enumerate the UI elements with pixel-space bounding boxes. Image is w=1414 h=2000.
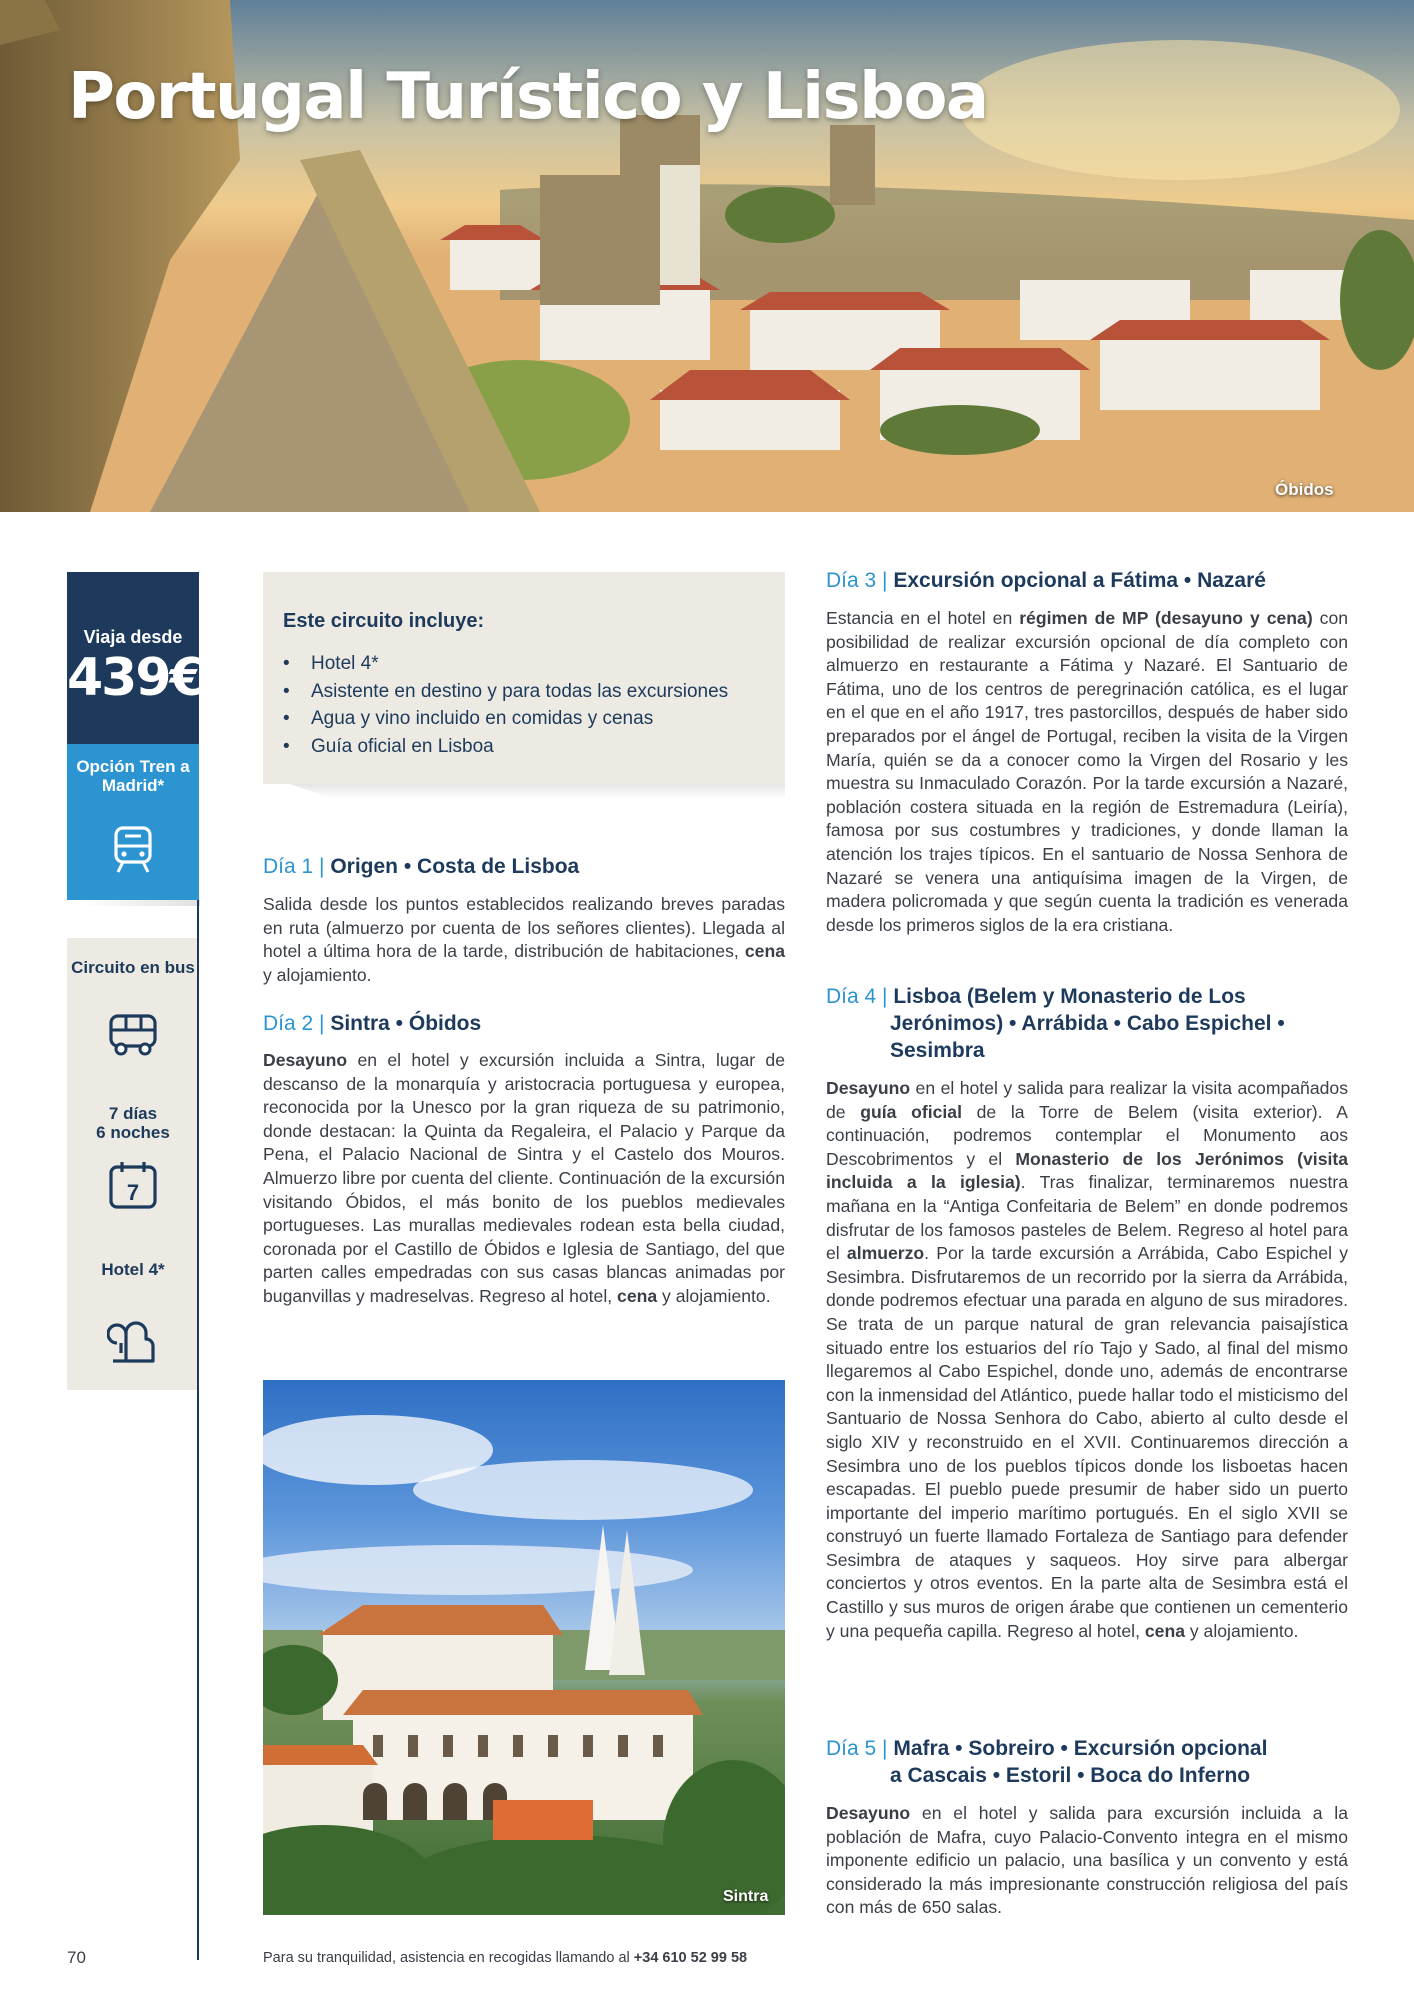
list-item: • Guía oficial en Lisboa	[283, 735, 494, 757]
circuit-label: Circuito en bus	[71, 958, 195, 977]
phone-number[interactable]: +34 610 52 99 58	[633, 1950, 748, 1966]
photo-caption-sintra: Sintra	[723, 1888, 769, 1905]
day-1-text: Salida desde los puntos establecidos realizando breves paradas en ruta (almuerzo por cuenta de los señores clientes). Llegada al hotel a última hora de la tarde, distribución de habitaciones, cena y alojamiento.	[263, 894, 785, 985]
list-item: • Agua y vino incluido en comidas y cenas	[283, 708, 654, 730]
calendar-day-number: 7	[126, 1180, 140, 1205]
price-panel	[67, 572, 204, 744]
day-3-text: Estancia en el hotel en régimen de MP (desayuno y cena) con posibilidad de realizar excursión opcional de día completo con almuerzo en restaurante a Fátima y Nazaré. El Santuario de Fátima, uno de los centros de peregrinación católica, es el lugar en el que en el año 1917, tres pastorcillos, después de haber sido preparados por el ángel de Portugal, reciben la visita de la Virgen María, quién se da a conocer como la Virgen del Rosario y les muestra su Inmaculado Corazón. Por la tarde excursión a Nazaré, población costera situada en la región de Estremadura (Leiría), famosa por sus costumbres y tradiciones, y donde llaman la atención los trajes típicos. En el santuario de Nossa Senhora de Nazaré se venera una antiquísima imagen de la Virgen, de madera policromada y que según cuenta la tradición es venerada desde los primeros siglos de la era cristiana.	[826, 608, 1349, 935]
trip-info-panel	[67, 938, 199, 1390]
list-item: • Hotel 4*	[283, 653, 379, 674]
price-value: 439€	[67, 648, 204, 708]
day-2-heading: Día 2 | Sintra • Óbidos	[263, 1012, 482, 1035]
photo-caption-obidos: Óbidos	[1275, 480, 1334, 499]
day-5-text: Desayuno en el hotel y salida para excursión incluida a la población de Mafra, cuyo Palacio-Convento integra en el mismo imponente edificio un palacio, una basílica y un convento y está considerado la más impresionante construcción religiosa del país con más de 650 salas.	[826, 1803, 1348, 1918]
hotel-label: Hotel 4*	[101, 1260, 165, 1279]
day-1-heading: Día 1 | Origen • Costa de Lisboa	[263, 855, 580, 878]
includes-title: Este circuito incluye:	[283, 610, 485, 632]
price-label: Viaja desde	[83, 627, 183, 647]
hero-photo	[0, 0, 1414, 512]
panel-shadow	[290, 784, 785, 798]
includes-panel	[263, 572, 785, 784]
sidebar-divider-line	[197, 900, 199, 1960]
sintra-photo	[263, 1380, 785, 1915]
bus-icon	[107, 1013, 159, 1057]
train-icon	[113, 826, 153, 874]
page-title: Portugal Turístico y Lisboa	[68, 60, 988, 134]
day-4-heading: Día 4 | Lisboa (Belem y Monasterio de Los Jerónimos) • Arrábida • Cabo Espichel • Sesimbra	[826, 985, 1285, 1062]
panel-shadow	[80, 900, 200, 906]
day-5-heading: Día 5 | Mafra • Sobreiro • Excursión opcional a Cascais • Estoril • Boca do Inferno	[826, 1737, 1268, 1787]
duration-days: 7 días	[108, 1104, 158, 1123]
includes-list	[283, 650, 728, 760]
day-2-text: Desayuno en el hotel y excursión incluida a Sintra, lugar de descanso de la monarquía y aristocracia portuguesa y europea, reconocida por la Unesco por la gran riqueza de su patrimonio, donde destacan: la Quinta da Regaleira, el Palacio y Parque da Pena, el Palacio Nacional de Sintra y el Castelo dos Mouros. Almuerzo libre por cuenta del cliente. Continuación de la excursión visitando Óbidos, el más bonito de los pueblos medievales portugueses. Las murallas medievales rodean esta bella ciudad, coronada por el Castillo de Óbidos e Iglesia de Santiago, del que parten calles empedradas con sus casas blancas animadas por buganvillas y madreselvas. Regreso al hotel, cena y alojamiento.	[263, 1050, 785, 1306]
sintra-palace-illustration	[263, 1380, 785, 1915]
footer-note: Para su tranquilidad, asistencia en recogidas llamando al +34 610 52 99 58	[263, 1950, 748, 1966]
calendar-icon	[108, 1160, 158, 1210]
hotel-bell-icon	[107, 1313, 159, 1363]
duration-nights: 6 noches	[96, 1123, 170, 1142]
train-option-label: Opción Tren a Madrid*	[76, 757, 190, 795]
list-item: • Asistente en destino y para todas las excursiones	[283, 680, 729, 702]
train-option-panel	[67, 744, 199, 900]
day-4-text: Desayuno en el hotel y salida para realizar la visita acompañados de guía oficial de la Torre de Belem (visita exterior). A continuación, podremos contemplar el Monumento aos Descobrimentos y el Monasterio de los Jerónimos (visita incluida a la iglesia). Tras finalizar, terminaremos nuestra mañana en la “Antiga Confeitaria de Belem” en donde podremos disfrutar de los famosos pasteles de Belem. Regreso al hotel para el almuerzo. Por la tarde excursión a Arrábida, Cabo Espichel y Sesimbra. Disfrutaremos de un recorrido por la sierra da Arrábida, donde podremos efectuar una parada en alguno de sus miradores. Se trata de un parque natural de gran relevancia paisajística situado entre los estuarios del río Tajo y Sado, al final del mismo llegaremos al Cabo Espichel, donde uno, además de encontrarse con la inmensidad del Atlántico, puede hallar todo el misticismo del Santuario de Nossa Senhora do Cabo, abierto al culto desde el siglo XIV y reconstruido en el XVII. Continuaremos dirección a Sesimbra uno de los pueblos típicos donde los lisboetas hacen escapadas. El pueblo puede presumir de haber sido un puerto importante del imperio marítimo portugués. En el siglo XVII se construyó un fuerte llamado Fortaleza de Santiago para defender Sesimbra de ataques y saqueos. Hoy sirve para albergar conciertos y otros eventos. En la parte alta de Sesimbra está el Castillo y sus muros de origen árabe que contienen un cementerio y una pequeña capilla. Regreso al hotel, cena y alojamiento.	[826, 1078, 1349, 1641]
day-3-heading: Día 3 | Excursión opcional a Fátima • Nazaré	[826, 569, 1266, 592]
page-number: 70	[67, 1948, 86, 1967]
